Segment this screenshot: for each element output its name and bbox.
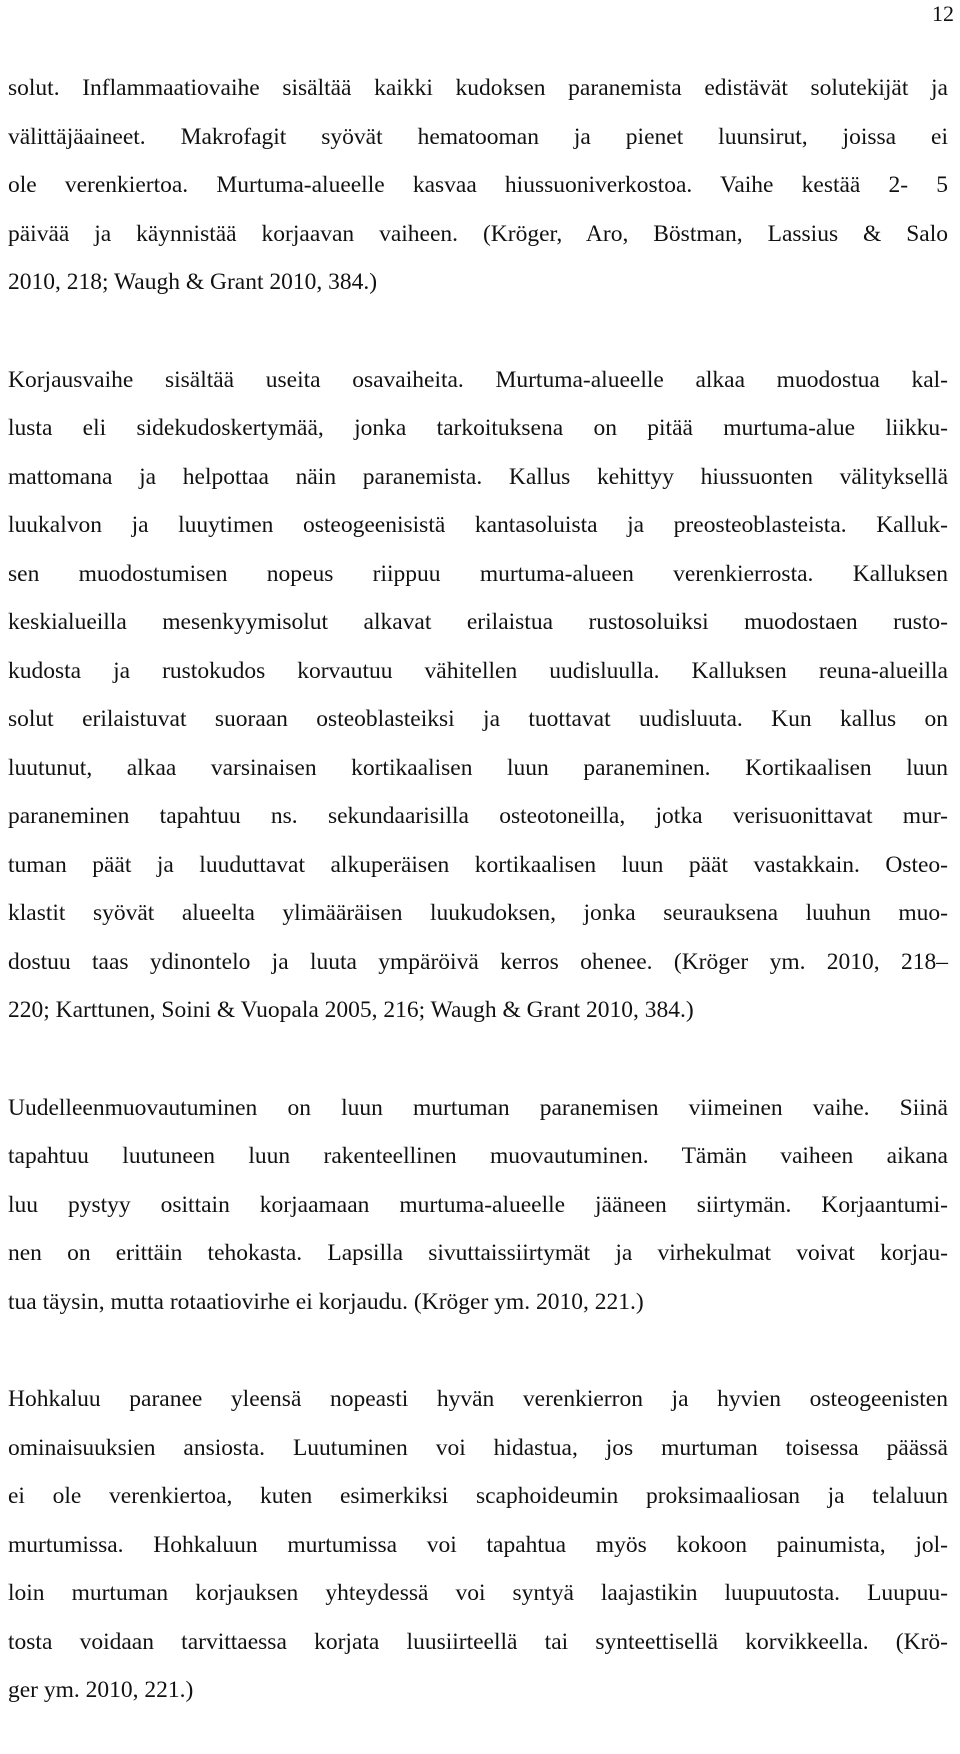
text-line: kudosta ja rustokudos korvautuu vähitellen uudisluulla. Kalluksen reuna-alueilla [8, 657, 948, 684]
text-line: nen on erittäin tehokasta. Lapsilla sivuttaissiirtymät ja virhekulmat voivat korjau- [8, 1240, 948, 1266]
paragraph-gap [8, 1035, 948, 1084]
text-line: päivää ja käynnistää korjaavan vaiheen. (Kröger, Aro, Böstman, Lassius & Salo [8, 220, 948, 247]
body-text [8, 64, 948, 1715]
text-line: lusta eli sidekudoskertymää, jonka tarkoituksena on pitää murtuma-alue liikku- [8, 415, 948, 441]
page-number: 12 [932, 1, 954, 26]
paragraph-gap [8, 1326, 948, 1375]
text-line: tosta voidaan tarvittaessa korjata luusiirteellä tai synteettisellä korvikkeella. (Krö- [8, 1628, 948, 1655]
text-line: tuman päät ja luuduttavat alkuperäisen kortikaalisen luun päät vastakkain. Osteo- [8, 851, 948, 878]
paragraph-remodeling [8, 1084, 948, 1327]
text-line: Uudelleenmuovautuminen on luun murtuman paranemisen viimeinen vaihe. Siinä [8, 1094, 948, 1121]
text-line: ole verenkiertoa. Murtuma-alueelle kasvaa hiussuoniverkostoa. Vaihe kestää 2- 5 [8, 172, 948, 198]
paragraph-inflammation [8, 64, 948, 307]
text-line: tua täysin, mutta rotaatiovirhe ei korjaudu. (Kröger ym. 2010, 221.) [8, 1288, 644, 1315]
text-line: ominaisuuksien ansiosta. Luutuminen voi hidastua, jos murtuman toisessa päässä [8, 1434, 948, 1461]
text-line: luukalvon ja luuytimen osteogeenisistä kantasoluista ja preosteoblasteista. Kalluk- [8, 512, 948, 538]
text-line: klastit syövät alueelta ylimääräisen luukudoksen, jonka seurauksena luuhun muo- [8, 900, 948, 926]
text-line: keskialueilla mesenkyymisolut alkavat erilaistua rustosoluiksi muodostaen rusto- [8, 609, 948, 635]
text-line: Korjausvaihe sisältää useita osavaiheita. Murtuma-alueelle alkaa muodostua kal- [8, 366, 948, 393]
text-line: 220; Karttunen, Soini & Vuopala 2005, 216; Waugh & Grant 2010, 384.) [8, 997, 694, 1023]
text-line: tapahtuu luutuneen luun rakenteellinen muovautuminen. Tämän vaiheen aikana [8, 1143, 948, 1169]
text-line: solut. Inflammaatiovaihe sisältää kaikki kudoksen paranemista edistävät solutekijät ja välittäjäaineet. Makrofagit syövät hematooman ja pienet luunsirut, joissa ei [8, 75, 948, 150]
text-line: sen muodostumisen nopeus riippuu murtuma-alueen verenkierrosta. Kalluksen [8, 560, 948, 587]
text-line: Hohkaluu paranee yleensä nopeasti hyvän verenkierron ja hyvien osteogeenisten [8, 1386, 948, 1412]
paragraph-repair [8, 356, 948, 1035]
text-line: luu pystyy osittain korjaamaan murtuma-alueelle jääneen siirtymän. Korjaantumi- [8, 1191, 948, 1218]
text-line: murtumissa. Hohkaluun murtumissa voi tapahtua myös kokoon painumista, jol- [8, 1531, 948, 1558]
text-line: ger ym. 2010, 221.) [8, 1677, 194, 1703]
text-line: 2010, 218; Waugh & Grant 2010, 384.) [8, 269, 378, 295]
paragraph-cancellous-bone [8, 1375, 948, 1715]
text-line: paraneminen tapahtuu ns. sekundaarisilla osteotoneilla, jotka verisuonittavat mur- [8, 803, 948, 829]
text-line: mattomana ja helpottaa näin paranemista. Kallus kehittyy hiussuonten välityksellä [8, 463, 948, 490]
text-line: dostuu taas ydinontelo ja luuta ympäröivä kerros ohenee. (Kröger ym. 2010, 218– [8, 948, 948, 975]
text-line: luutunut, alkaa varsinaisen kortikaalisen luun paraneminen. Kortikaalisen luun [8, 754, 948, 781]
text-line: ei ole verenkiertoa, kuten esimerkiksi scaphoideumin proksimaaliosan ja telaluun [8, 1483, 948, 1509]
paragraph-gap [8, 307, 948, 356]
text-line: loin murtuman korjauksen yhteydessä voi syntyä laajastikin luupuutosta. Luupuu- [8, 1580, 948, 1606]
text-line: solut erilaistuvat suoraan osteoblasteiksi ja tuottavat uudisluuta. Kun kallus on [8, 706, 948, 732]
